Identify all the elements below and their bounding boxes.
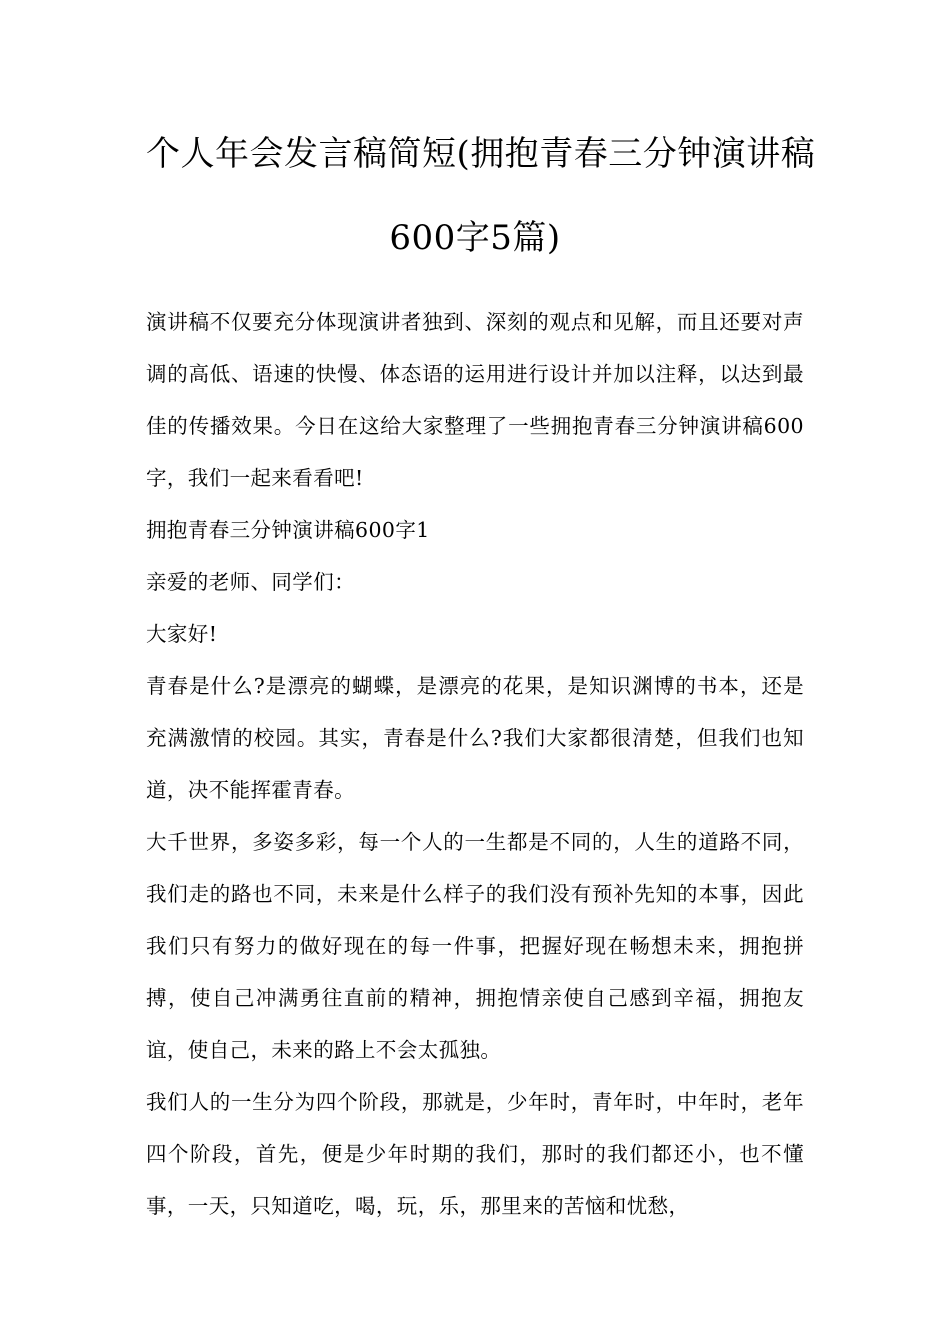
title-line-1: 个人年会发言稿简短(拥抱青春三分钟演讲稿: [146, 134, 816, 174]
title-line-2: 600字5篇): [389, 218, 561, 258]
greeting: 大家好!: [146, 622, 218, 646]
document-title: [146, 112, 816, 280]
intro-paragraph: 演讲稿不仅要充分体现演讲者独到、深刻的观点和见解，而且还要对声调的高低、语速的快慢、体态语的运用进行设计并加以注释，以达到最佳的传播效果。今日在这给大家整理了一些拥抱青春三分钟演讲稿600字，我们一起来看看吧!: [146, 310, 804, 490]
salutation: 亲爱的老师、同学们：: [146, 570, 355, 594]
body-paragraph: 我们人的一生分为四个阶段，那就是，少年时，青年时，中年时，老年四个阶段，首先，便是少年时期的我们，那时的我们都还小，也不懂事，一天，只知道吃，喝，玩，乐，那里来的苦恼和忧愁，: [146, 1090, 804, 1218]
document-body: [146, 296, 804, 1232]
body-paragraph: 青春是什么?是漂亮的蝴蝶，是漂亮的花果，是知识渊博的书本，还是充满激情的校园。其实，青春是什么?我们大家都很清楚，但我们也知道，决不能挥霍青春。: [146, 674, 804, 802]
body-paragraph: 大千世界，多姿多彩，每一个人的一生都是不同的，人生的道路不同，我们走的路也不同，未来是什么样子的我们没有预补先知的本事，因此我们只有努力的做好现在的每一件事，把握好现在畅想未来，拥抱拼搏，使自己冲满勇往直前的精神，拥抱情亲使自己感到辛福，拥抱友谊，使自己，未来的路上不会太孤独。: [146, 830, 804, 1062]
section-heading: 拥抱青春三分钟演讲稿600字1: [146, 518, 430, 542]
